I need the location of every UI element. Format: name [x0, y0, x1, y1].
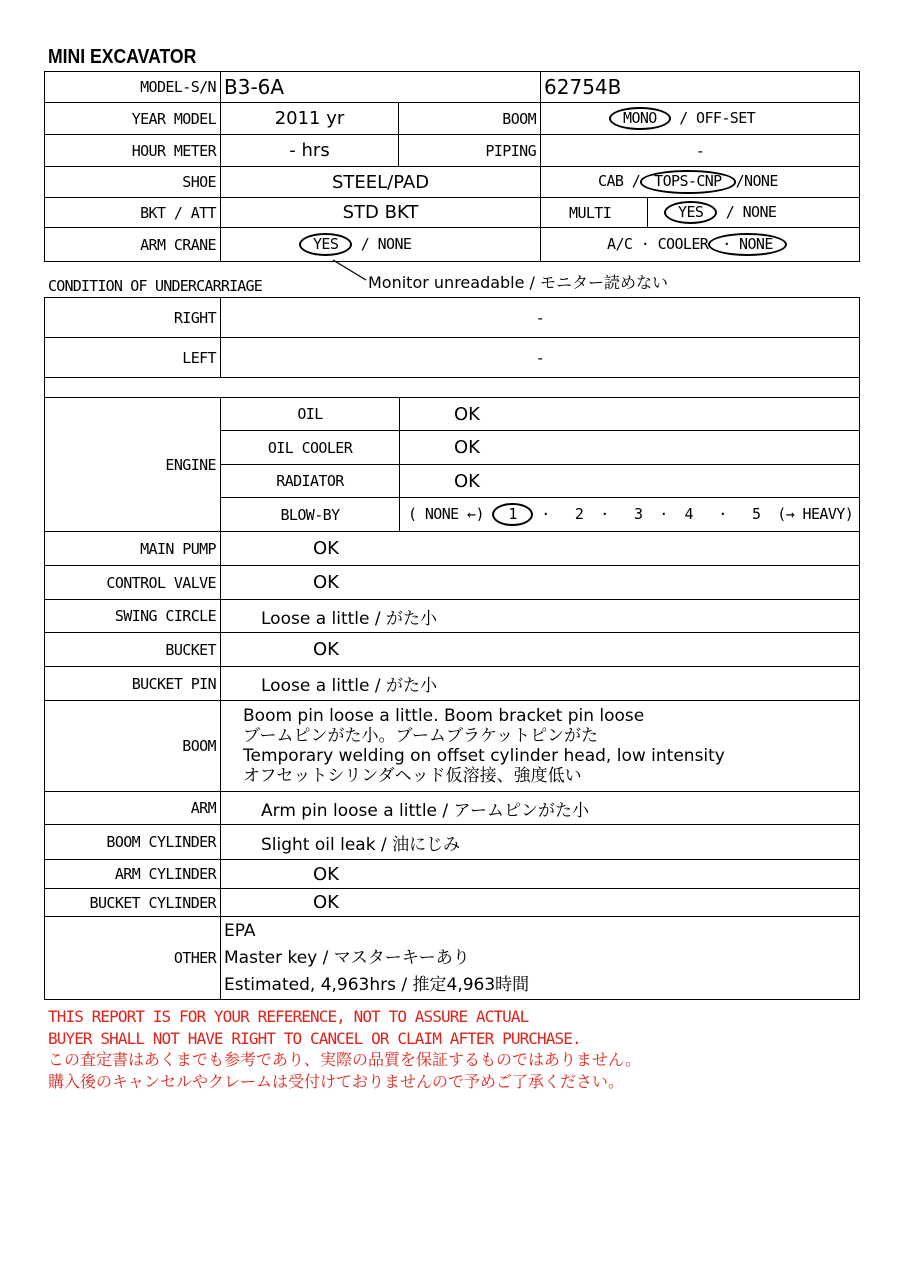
cab-selected-circle: TOPS-CNP — [640, 170, 735, 193]
multi-options: / NONE — [725, 202, 777, 221]
boom-note-line3: Temporary welding on offset cylinder head, low intensity — [243, 746, 725, 766]
bucket-value: OK — [221, 633, 860, 667]
disclaimer-line4: 購入後のキャンセルやクレームは受付けておりませんので予めご了承ください。 — [48, 1071, 625, 1091]
main-pump-value: OK — [221, 532, 860, 566]
blowby-selected-circle: 1 — [492, 503, 532, 526]
engine-label: ENGINE — [45, 398, 221, 532]
bucket-cylinder-label: BUCKET CYLINDER — [45, 889, 221, 917]
arm-value: Arm pin loose a little / アームピンがた小 — [221, 792, 860, 825]
shoe-value: STEEL/PAD — [221, 167, 541, 198]
piping-value: - — [541, 135, 860, 167]
bucket-cylinder-value: OK — [221, 889, 860, 917]
year-value: 2011 yr — [221, 103, 399, 135]
blowby-none: ( NONE ←) — [408, 504, 484, 523]
multi-field — [648, 198, 860, 228]
boom-cylinder-value: Slight oil leak / 油にじみ — [221, 825, 860, 860]
bucket-pin-value: Loose a little / がた小 — [221, 667, 860, 701]
year-label: YEAR MODEL — [45, 103, 221, 135]
hour-meter-label: HOUR METER — [45, 135, 221, 167]
other-line3: Estimated, 4,963hrs / 推定4,963時間 — [224, 974, 530, 995]
note-leader-line — [330, 258, 370, 284]
arm-crane-field — [221, 228, 541, 262]
disclaimer-line2: BUYER SHALL NOT HAVE RIGHT TO CANCEL OR CLAIM AFTER PURCHASE. — [48, 1028, 581, 1048]
engine-oil-value: OK — [400, 398, 860, 431]
multi-label: MULTI — [541, 198, 648, 228]
main-pump-label: MAIN PUMP — [45, 532, 221, 566]
blowby-scale — [400, 498, 860, 532]
bkt-value: STD BKT — [221, 198, 541, 228]
multi-selected-circle: YES — [664, 201, 717, 224]
header-table — [44, 71, 860, 262]
other-label: OTHER — [45, 917, 221, 1000]
arm-crane-selected-circle: YES — [299, 233, 352, 256]
arm-crane-label: ARM CRANE — [45, 228, 221, 262]
piping-label: PIPING — [399, 135, 541, 167]
disclaimer-line3: この査定書はあくまでも参考であり、実際の品質を保証するものではありません。 — [48, 1050, 641, 1069]
bkt-label: BKT / ATT — [45, 198, 221, 228]
serial-value: 62754B — [541, 72, 860, 103]
model-label: MODEL-S/N — [45, 72, 221, 103]
boom-notes — [221, 701, 860, 792]
left-value: - — [221, 338, 860, 378]
control-valve-value: OK — [221, 566, 860, 600]
arm-label: ARM — [45, 792, 221, 825]
cab-options: /NONE — [735, 172, 778, 191]
swing-circle-label: SWING CIRCLE — [45, 600, 221, 633]
undercarriage-table — [44, 297, 860, 398]
undercarriage-section-label: CONDITION OF UNDERCARRIAGE — [48, 277, 263, 295]
monitor-note: Monitor unreadable / モニター読めない — [368, 273, 669, 292]
boom-note-line1: Boom pin loose a little. Boom bracket pin loose — [243, 706, 645, 726]
page-title: MINI EXCAVATOR — [48, 46, 197, 68]
right-label: RIGHT — [45, 298, 221, 338]
arm-crane-options: / NONE — [360, 234, 412, 253]
other-line2: Master key / マスターキーあり — [224, 947, 470, 968]
radiator-label: RADIATOR — [221, 465, 400, 498]
right-value: - — [221, 298, 860, 338]
boom-cylinder-label: BOOM CYLINDER — [45, 825, 221, 860]
oil-cooler-value: OK — [400, 431, 860, 465]
bucket-pin-label: BUCKET PIN — [45, 667, 221, 701]
radiator-value: OK — [400, 465, 860, 498]
cab-field — [541, 167, 860, 198]
ac-selected-circle: · NONE — [708, 233, 787, 256]
blowby-options: · 2 · 3 · 4 · 5 (→ HEAVY) — [541, 504, 854, 523]
shoe-label: SHOE — [45, 167, 221, 198]
ac-label: A/C · COOLER — [607, 234, 709, 253]
swing-circle-value: Loose a little / がた小 — [221, 600, 860, 633]
oil-cooler-label: OIL COOLER — [221, 431, 400, 465]
boom-note-line2: ブームピンがた小。ブームブラケットピンがた — [243, 726, 599, 746]
boom-note-line4: オフセットシリンダヘッド仮溶接、強度低い — [243, 766, 582, 786]
boom-label: BOOM — [45, 701, 221, 792]
left-label: LEFT — [45, 338, 221, 378]
boom-type-field — [541, 103, 860, 135]
boom-type-label: BOOM — [399, 103, 541, 135]
cab-label: CAB / — [598, 172, 641, 191]
engine-oil-label: OIL — [221, 398, 400, 431]
arm-cylinder-label: ARM CYLINDER — [45, 860, 221, 889]
ac-field — [541, 228, 860, 262]
blank-row — [45, 378, 860, 398]
other-line1: EPA — [224, 920, 256, 941]
inspection-table — [44, 397, 860, 1000]
boom-type-options: / OFF-SET — [679, 108, 756, 127]
boom-selected-circle: MONO — [609, 107, 671, 130]
blowby-label: BLOW-BY — [221, 498, 400, 532]
model-value: B3-6A — [221, 72, 541, 103]
hour-meter-value: - hrs — [221, 135, 399, 167]
disclaimer — [48, 1006, 641, 1092]
control-valve-label: CONTROL VALVE — [45, 566, 221, 600]
disclaimer-line1: THIS REPORT IS FOR YOUR REFERENCE, NOT TO ASSURE ACTUAL — [48, 1007, 529, 1026]
bucket-label: BUCKET — [45, 633, 221, 667]
arm-cylinder-value: OK — [221, 860, 860, 889]
other-notes — [221, 917, 860, 1000]
